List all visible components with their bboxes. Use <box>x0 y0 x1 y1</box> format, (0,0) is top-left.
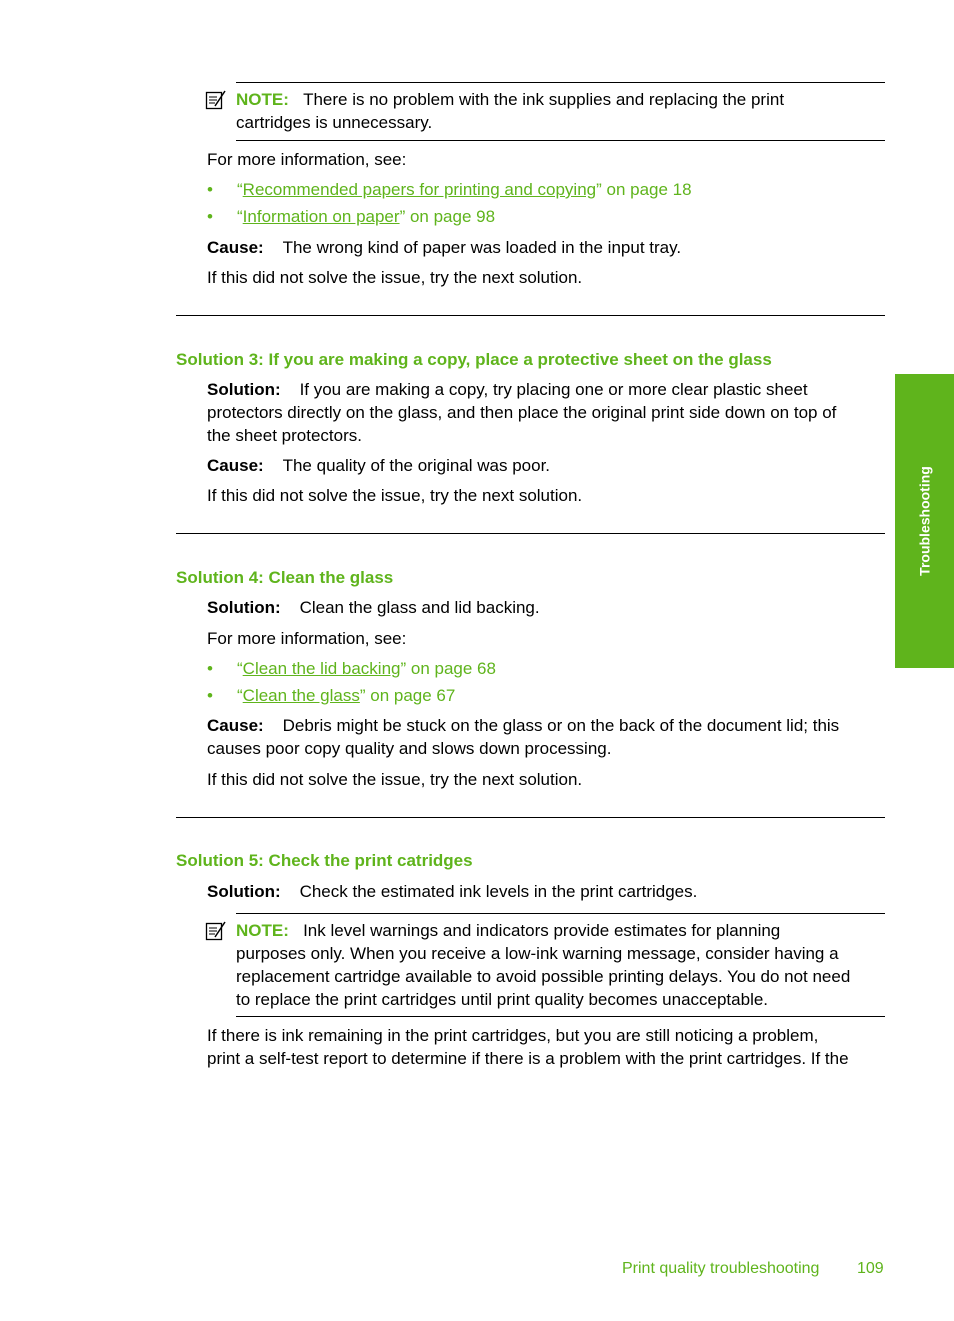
next-solution-text: If this did not solve the issue, try the next solution. <box>207 268 583 287</box>
note-2: NOTE: Ink level warnings and indicators provide estimates for planning purposes only. When you receive a low-ink warning message, consider having a replacement cartridge available to avoid possible printing delays. You do not need to replace the print cartridges until print quality becomes unacceptable. <box>236 921 851 1009</box>
cause-text: Cause: The quality of the original was poor. <box>207 456 551 475</box>
side-tab-troubleshooting <box>895 374 954 668</box>
cause-text: Cause: The wrong kind of paper was loaded in the input tray. <box>207 238 682 257</box>
bullet: • <box>207 659 213 678</box>
ink-remaining-paragraph: If there is ink remaining in the print cartridges, but you are still noticing a problem, print a self-test report to determine if there is a problem with the print cartridges. If the <box>207 1026 849 1068</box>
footer-section-title: Print quality troubleshooting <box>622 1260 820 1277</box>
footer-page-number: 109 <box>857 1260 884 1277</box>
solution-5-text: Solution: Check the estimated ink levels in the print cartridges. <box>207 882 698 901</box>
note-1-line1: There is no problem with the ink supplies and replacing the print <box>303 90 785 109</box>
note-label: NOTE: <box>236 921 289 940</box>
solution-3-heading: Solution 3: If you are making a copy, place a protective sheet on the glass <box>176 350 772 369</box>
next-solution-text: If this did not solve the issue, try the next solution. <box>207 770 583 789</box>
link-clean-lid-backing[interactable]: “Clean the lid backing” on page 68 <box>237 659 496 678</box>
section-divider <box>176 533 885 534</box>
more-info-text: For more information, see: <box>207 629 407 648</box>
note-bottom-rule <box>236 1016 885 1017</box>
note-bottom-rule <box>236 140 885 141</box>
bullet: • <box>207 207 213 226</box>
solution-5-heading: Solution 5: Check the print catridges <box>176 851 473 870</box>
note-1-line2: cartridges is unnecessary. <box>236 113 433 132</box>
solution-4-heading: Solution 4: Clean the glass <box>176 568 394 587</box>
cause-text: Cause: Debris might be stuck on the glass or on the back of the document lid; this causes poor copy quality and slows down processing. <box>207 716 840 758</box>
note-top-rule <box>236 913 885 914</box>
bullet: • <box>207 180 213 199</box>
note-label: NOTE: <box>236 90 289 109</box>
note-top-rule <box>236 82 885 83</box>
bullet: • <box>207 686 213 705</box>
note-icon <box>205 920 227 942</box>
side-tab-label: Troubleshooting <box>916 466 932 576</box>
link-clean-the-glass[interactable]: “Clean the glass” on page 67 <box>237 686 456 705</box>
section-divider <box>176 315 885 316</box>
solution-4-text: Solution: Clean the glass and lid backing. <box>207 598 540 617</box>
section-divider <box>176 817 885 818</box>
link-recommended-papers[interactable]: “Recommended papers for printing and copying” on page 18 <box>237 180 692 199</box>
note-1 <box>236 88 886 134</box>
note-icon <box>205 89 227 111</box>
next-solution-text: If this did not solve the issue, try the next solution. <box>207 486 583 505</box>
more-info-text: For more information, see: <box>207 150 407 169</box>
link-information-on-paper[interactable]: “Information on paper” on page 98 <box>237 207 496 226</box>
solution-3-text: Solution: If you are making a copy, try placing one or more clear plastic sheet protectors directly on the glass, and then place the original print side down on top of the sheet protectors. <box>207 380 837 445</box>
